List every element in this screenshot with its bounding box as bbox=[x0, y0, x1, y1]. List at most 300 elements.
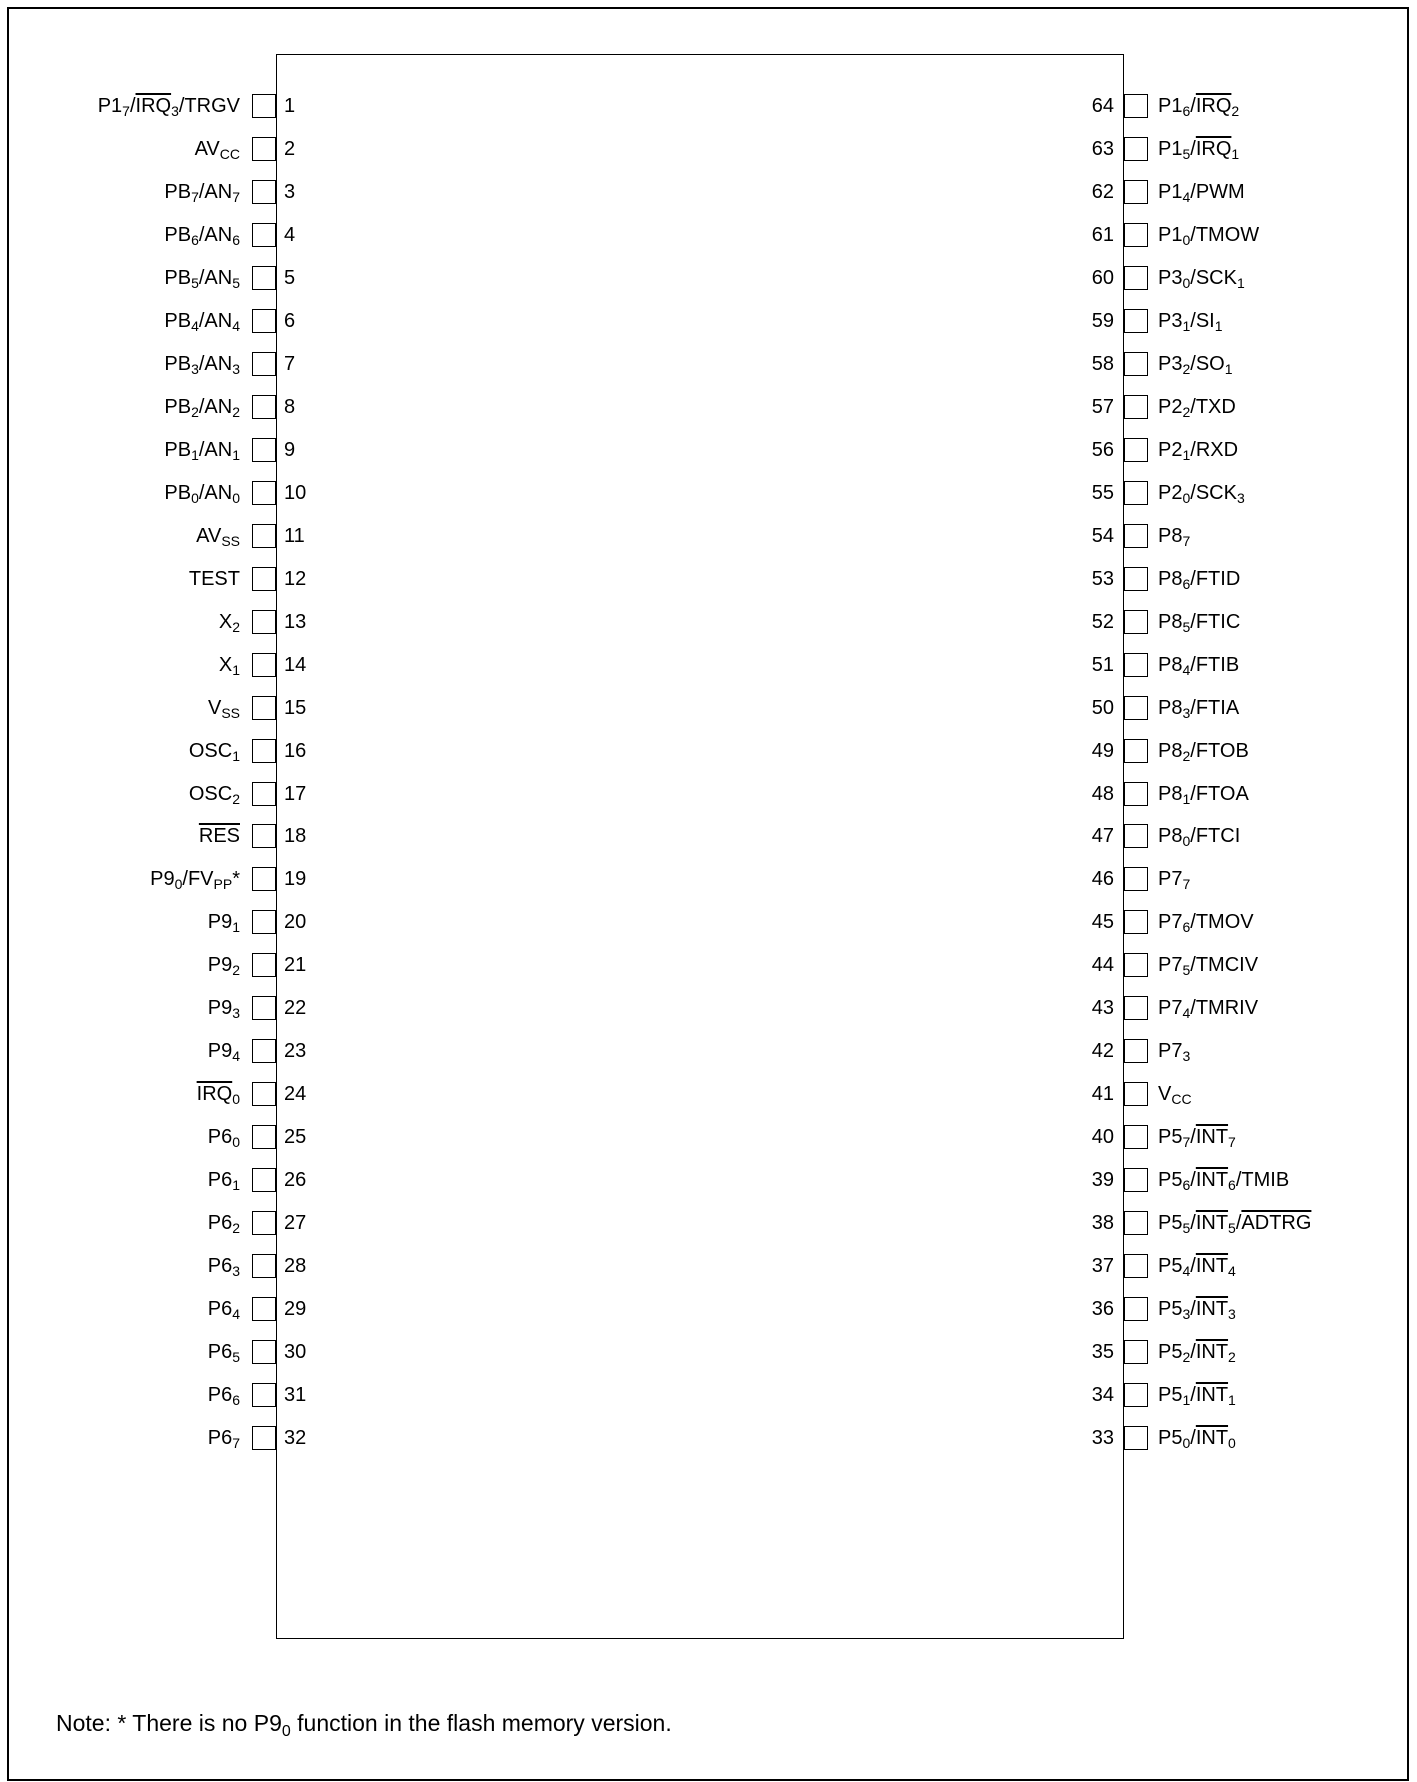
pin-number: 55 bbox=[1091, 482, 1114, 504]
pin-box bbox=[1124, 223, 1148, 247]
pin-row-7 bbox=[0, 344, 320, 384]
label-subscript: 0 bbox=[232, 490, 240, 506]
label-text: ADTRG bbox=[1241, 1212, 1312, 1234]
pin-number: 62 bbox=[1091, 181, 1114, 203]
label-subscript: 2 bbox=[1182, 404, 1191, 420]
pin-box bbox=[1124, 524, 1148, 548]
pin-label bbox=[1158, 902, 1254, 942]
pin-box bbox=[1124, 352, 1148, 376]
label-text: /AN bbox=[198, 482, 233, 504]
pin-label bbox=[1158, 1246, 1236, 1286]
pin-row-20 bbox=[0, 902, 320, 942]
label-text: /SCK bbox=[1190, 482, 1237, 504]
label-text: $\overline{IRQ}$ bbox=[196, 1083, 233, 1105]
pin-box bbox=[1124, 137, 1148, 161]
label-subscript: 0 bbox=[232, 1091, 240, 1107]
pin-number: 11 bbox=[284, 525, 305, 547]
pin-number: 58 bbox=[1091, 353, 1114, 375]
pin-number: 7 bbox=[284, 353, 296, 375]
pin-row-49 bbox=[1000, 731, 1400, 771]
pin-number: 26 bbox=[284, 1169, 307, 1191]
pin-label bbox=[1158, 1289, 1236, 1329]
label-subscript: 3 bbox=[1182, 1306, 1191, 1322]
label-text: P6 bbox=[207, 1298, 233, 1320]
label-text: $\overline{INT}$ bbox=[1195, 1212, 1229, 1234]
pin-row-48 bbox=[1000, 774, 1400, 814]
pin-box bbox=[252, 953, 276, 977]
pin-number: 43 bbox=[1091, 997, 1114, 1019]
label-text: P3 bbox=[1158, 310, 1183, 332]
pin-number: 37 bbox=[1091, 1255, 1114, 1277]
pin-row-17 bbox=[0, 774, 320, 814]
pin-box bbox=[252, 1297, 276, 1321]
pin-row-30 bbox=[0, 1332, 320, 1372]
pin-label bbox=[1158, 945, 1258, 985]
label-text: P6 bbox=[207, 1255, 233, 1277]
label-subscript: 3 bbox=[171, 103, 179, 119]
pin-box bbox=[1124, 481, 1148, 505]
pin-box bbox=[252, 223, 276, 247]
pin-label bbox=[164, 301, 240, 341]
label-subscript: 2 bbox=[232, 1220, 240, 1236]
label-subscript: 6 bbox=[1182, 103, 1191, 119]
pin-box bbox=[252, 1254, 276, 1278]
pin-box bbox=[1124, 867, 1148, 891]
pin-box bbox=[252, 1426, 276, 1450]
pin-number: 17 bbox=[284, 783, 307, 805]
label-text: /FTOA bbox=[1190, 783, 1249, 805]
pin-box bbox=[252, 567, 276, 591]
label-text: PB bbox=[164, 482, 192, 504]
pin-label bbox=[219, 602, 240, 642]
pin-row-33 bbox=[1000, 1418, 1400, 1458]
label-subscript: 1 bbox=[232, 748, 240, 764]
pin-label bbox=[197, 1074, 240, 1114]
footnote bbox=[56, 1710, 672, 1740]
label-subscript: 4 bbox=[1182, 1005, 1191, 1021]
pin-box bbox=[1124, 996, 1148, 1020]
label-text: /SI bbox=[1190, 310, 1215, 332]
footnote-prefix: Note: * There is no P9 bbox=[56, 1710, 282, 1736]
label-text: $\overline{INT}$ bbox=[1195, 1427, 1229, 1449]
pin-label bbox=[1158, 301, 1223, 341]
pin-number: 49 bbox=[1091, 740, 1114, 762]
label-text: /SO bbox=[1190, 353, 1225, 375]
label-text: /FTIB bbox=[1190, 654, 1240, 676]
pin-number: 42 bbox=[1091, 1040, 1114, 1062]
label-subscript: 5 bbox=[191, 275, 199, 291]
pin-label bbox=[1158, 816, 1240, 856]
pin-label bbox=[1158, 215, 1259, 255]
label-subscript: 1 bbox=[1224, 361, 1233, 377]
pin-row-38 bbox=[1000, 1203, 1400, 1243]
label-text: P1 bbox=[1158, 181, 1183, 203]
label-text: P5 bbox=[1158, 1169, 1183, 1191]
pin-box bbox=[1124, 395, 1148, 419]
label-text: /FTIA bbox=[1190, 697, 1240, 719]
label-subscript: 1 bbox=[1182, 318, 1191, 334]
label-text: /FTIC bbox=[1190, 611, 1241, 633]
label-subscript: 7 bbox=[191, 189, 199, 205]
label-text: P8 bbox=[1158, 697, 1183, 719]
label-subscript: 1 bbox=[191, 447, 199, 463]
label-text: P9 bbox=[207, 954, 233, 976]
label-text: PB bbox=[164, 310, 192, 332]
label-subscript: 7 bbox=[122, 103, 130, 119]
label-subscript: 3 bbox=[232, 361, 240, 377]
pin-label bbox=[164, 387, 240, 427]
label-text: P6 bbox=[207, 1341, 233, 1363]
label-subscript: 7 bbox=[232, 189, 240, 205]
pin-label bbox=[1158, 1117, 1236, 1157]
label-text: PB bbox=[164, 224, 192, 246]
pin-number: 44 bbox=[1091, 954, 1114, 976]
pin-row-28 bbox=[0, 1246, 320, 1286]
pin-number: 64 bbox=[1091, 95, 1114, 117]
pin-label bbox=[1158, 1074, 1192, 1114]
pin-box bbox=[1124, 1039, 1148, 1063]
label-text: P7 bbox=[1158, 997, 1183, 1019]
label-text: P5 bbox=[1158, 1212, 1183, 1234]
pin-row-50 bbox=[1000, 688, 1400, 728]
label-text: / bbox=[1190, 1169, 1196, 1191]
pin-label bbox=[208, 988, 240, 1028]
pin-box bbox=[252, 352, 276, 376]
pin-number: 16 bbox=[284, 740, 307, 762]
pin-label bbox=[164, 430, 240, 470]
label-text: /FTCI bbox=[1190, 825, 1241, 847]
label-text: / bbox=[1190, 1427, 1196, 1449]
label-subscript: 6 bbox=[232, 232, 240, 248]
label-text: * bbox=[232, 868, 240, 890]
label-text: P5 bbox=[1158, 1384, 1183, 1406]
label-text: P6 bbox=[207, 1169, 233, 1191]
pin-box bbox=[252, 824, 276, 848]
label-subscript: CC bbox=[219, 146, 240, 162]
label-text: /TMOV bbox=[1190, 911, 1254, 933]
pin-row-56 bbox=[1000, 430, 1400, 470]
label-text: AV bbox=[196, 525, 222, 547]
pin-box bbox=[1124, 1254, 1148, 1278]
pin-label bbox=[208, 945, 240, 985]
pin-number: 39 bbox=[1091, 1169, 1114, 1191]
pin-box bbox=[1124, 1168, 1148, 1192]
pin-label bbox=[208, 1289, 240, 1329]
label-text: /AN bbox=[198, 181, 233, 203]
pin-label bbox=[164, 172, 240, 212]
pin-row-25 bbox=[0, 1117, 320, 1157]
label-text: P5 bbox=[1158, 1255, 1183, 1277]
pin-label bbox=[1158, 430, 1238, 470]
pin-box bbox=[1124, 782, 1148, 806]
label-subscript: 5 bbox=[1182, 962, 1191, 978]
label-text: P9 bbox=[207, 1040, 233, 1062]
label-text: P9 bbox=[207, 911, 233, 933]
pin-row-36 bbox=[1000, 1289, 1400, 1329]
label-subscript: 0 bbox=[1182, 275, 1191, 291]
pin-box bbox=[1124, 1297, 1148, 1321]
pin-box bbox=[1124, 1211, 1148, 1235]
pin-number: 53 bbox=[1091, 568, 1114, 590]
label-text: P1 bbox=[1158, 138, 1183, 160]
pin-label bbox=[208, 688, 240, 728]
label-subscript: 1 bbox=[1182, 791, 1191, 807]
footnote-subscript: 0 bbox=[281, 1723, 291, 1740]
pin-box bbox=[1124, 653, 1148, 677]
label-subscript: 6 bbox=[1182, 576, 1191, 592]
pin-row-41 bbox=[1000, 1074, 1400, 1114]
pin-row-64 bbox=[1000, 86, 1400, 126]
pin-number: 35 bbox=[1091, 1341, 1114, 1363]
label-subscript: 5 bbox=[232, 1349, 240, 1365]
pin-label bbox=[164, 258, 240, 298]
pin-row-1 bbox=[0, 86, 320, 126]
label-subscript: 1 bbox=[232, 1177, 240, 1193]
pin-label bbox=[208, 1031, 240, 1071]
label-subscript: 7 bbox=[1228, 1134, 1236, 1150]
label-text: PB bbox=[164, 353, 192, 375]
pin-label bbox=[1158, 1418, 1236, 1458]
pin-number: 63 bbox=[1091, 138, 1114, 160]
pin-box bbox=[252, 1211, 276, 1235]
pin-number: 1 bbox=[284, 95, 296, 117]
label-text: / bbox=[1190, 1212, 1196, 1234]
pin-row-63 bbox=[1000, 129, 1400, 169]
label-subscript: 4 bbox=[232, 1048, 240, 1064]
pin-number: 3 bbox=[284, 181, 296, 203]
label-text: V bbox=[1158, 1083, 1172, 1105]
label-subscript: 7 bbox=[1182, 1134, 1191, 1150]
label-subscript: 4 bbox=[1182, 662, 1191, 678]
pin-label bbox=[1158, 774, 1249, 814]
pin-row-13 bbox=[0, 602, 320, 642]
pin-number: 48 bbox=[1091, 783, 1114, 805]
pin-box bbox=[1124, 1340, 1148, 1364]
pin-number: 21 bbox=[284, 954, 307, 976]
label-text: / bbox=[1190, 1126, 1196, 1148]
label-subscript: 4 bbox=[232, 1306, 240, 1322]
label-subscript: 3 bbox=[1236, 490, 1245, 506]
pin-label bbox=[219, 645, 240, 685]
pin-number: 25 bbox=[284, 1126, 307, 1148]
pin-row-54 bbox=[1000, 516, 1400, 556]
pin-box bbox=[252, 1168, 276, 1192]
pin-row-40 bbox=[1000, 1117, 1400, 1157]
pin-label bbox=[189, 559, 240, 599]
label-text: / bbox=[1190, 1298, 1196, 1320]
pin-number: 4 bbox=[284, 224, 296, 246]
label-text: P8 bbox=[1158, 825, 1183, 847]
pin-label bbox=[208, 1332, 240, 1372]
pin-number: 10 bbox=[284, 482, 307, 504]
label-subscript: 2 bbox=[232, 404, 240, 420]
pin-row-42 bbox=[1000, 1031, 1400, 1071]
pin-number: 13 bbox=[284, 611, 307, 633]
pin-box bbox=[1124, 824, 1148, 848]
pin-row-29 bbox=[0, 1289, 320, 1329]
pin-row-5 bbox=[0, 258, 320, 298]
pin-number: 2 bbox=[284, 138, 296, 160]
label-text: P5 bbox=[1158, 1341, 1183, 1363]
pin-box bbox=[252, 1125, 276, 1149]
pin-row-11 bbox=[0, 516, 320, 556]
pin-row-57 bbox=[1000, 387, 1400, 427]
label-text: /TMIB bbox=[1235, 1169, 1290, 1191]
pin-number: 60 bbox=[1091, 267, 1114, 289]
label-text: $\overline{IRQ}$ bbox=[135, 95, 172, 117]
label-subscript: 0 bbox=[1228, 1435, 1236, 1451]
pin-number: 36 bbox=[1091, 1298, 1114, 1320]
label-text: / bbox=[129, 95, 136, 117]
pin-label bbox=[199, 816, 240, 856]
label-text: TEST bbox=[188, 568, 240, 590]
pin-box bbox=[252, 395, 276, 419]
label-text: PB bbox=[164, 396, 192, 418]
label-text: /FTID bbox=[1190, 568, 1241, 590]
label-subscript: 4 bbox=[1182, 189, 1191, 205]
label-text: /TRGV bbox=[178, 95, 240, 117]
label-text: P3 bbox=[1158, 353, 1183, 375]
footnote-suffix: function in the flash memory version. bbox=[290, 1710, 672, 1736]
label-text: P8 bbox=[1158, 568, 1183, 590]
pin-box bbox=[252, 180, 276, 204]
label-subscript: 0 bbox=[1182, 490, 1191, 506]
pin-label bbox=[1158, 1160, 1289, 1200]
label-subscript: 1 bbox=[232, 447, 240, 463]
label-subscript: SS bbox=[221, 533, 240, 549]
pin-box bbox=[252, 696, 276, 720]
label-text: /FV bbox=[182, 868, 214, 890]
label-subscript: 2 bbox=[1231, 103, 1240, 119]
label-text: P9 bbox=[207, 997, 233, 1019]
label-subscript: 1 bbox=[1182, 1392, 1191, 1408]
pin-row-12 bbox=[0, 559, 320, 599]
pin-number: 52 bbox=[1091, 611, 1114, 633]
label-subscript: 3 bbox=[232, 1263, 240, 1279]
pin-row-34 bbox=[1000, 1375, 1400, 1415]
label-subscript: 0 bbox=[1182, 1435, 1191, 1451]
pin-box bbox=[252, 782, 276, 806]
pin-row-44 bbox=[1000, 945, 1400, 985]
pin-row-26 bbox=[0, 1160, 320, 1200]
pin-number: 51 bbox=[1091, 654, 1114, 676]
pin-box bbox=[252, 867, 276, 891]
pin-row-14 bbox=[0, 645, 320, 685]
pin-box bbox=[252, 438, 276, 462]
pin-box bbox=[1124, 438, 1148, 462]
label-subscript: 6 bbox=[1182, 1177, 1191, 1193]
pin-label bbox=[1158, 86, 1239, 126]
label-subscript: 2 bbox=[1182, 748, 1191, 764]
label-text: $\overline{INT}$ bbox=[1195, 1341, 1229, 1363]
label-subscript: 0 bbox=[232, 1134, 240, 1150]
label-text: $\overline{INT}$ bbox=[1195, 1169, 1229, 1191]
label-text: / bbox=[1235, 1212, 1242, 1234]
pin-label bbox=[208, 1160, 240, 1200]
pin-row-16 bbox=[0, 731, 320, 771]
pin-label bbox=[208, 1418, 240, 1458]
pin-box bbox=[1124, 739, 1148, 763]
label-text: $\overline{INT}$ bbox=[1195, 1126, 1229, 1148]
pin-box bbox=[252, 1039, 276, 1063]
label-text: PB bbox=[164, 439, 192, 461]
pin-row-39 bbox=[1000, 1160, 1400, 1200]
pin-number: 33 bbox=[1091, 1427, 1114, 1449]
label-subscript: 0 bbox=[1182, 232, 1191, 248]
pin-box bbox=[252, 996, 276, 1020]
pin-box bbox=[1124, 910, 1148, 934]
pin-label bbox=[1158, 172, 1245, 212]
pin-box bbox=[1124, 1125, 1148, 1149]
label-text: X bbox=[218, 611, 233, 633]
label-text: P6 bbox=[207, 1212, 233, 1234]
pin-label bbox=[1158, 602, 1240, 642]
pin-row-60 bbox=[1000, 258, 1400, 298]
label-subscript: 2 bbox=[232, 791, 240, 807]
pin-number: 22 bbox=[284, 997, 307, 1019]
pin-box bbox=[1124, 610, 1148, 634]
label-text: / bbox=[1190, 1255, 1196, 1277]
pin-box bbox=[1124, 1383, 1148, 1407]
label-subscript: 4 bbox=[191, 318, 199, 334]
pin-label bbox=[1158, 645, 1239, 685]
label-text: P3 bbox=[1158, 267, 1183, 289]
pin-row-18 bbox=[0, 816, 320, 856]
pin-label bbox=[1158, 559, 1240, 599]
pin-box bbox=[252, 653, 276, 677]
pin-number: 24 bbox=[284, 1083, 307, 1105]
pin-label bbox=[208, 1203, 240, 1243]
pin-label bbox=[164, 344, 240, 384]
pin-label bbox=[195, 129, 240, 169]
label-subscript: 6 bbox=[1228, 1177, 1236, 1193]
pin-number: 40 bbox=[1091, 1126, 1114, 1148]
label-subscript: 4 bbox=[1182, 1263, 1191, 1279]
label-text: /TMRIV bbox=[1190, 997, 1259, 1019]
pin-row-59 bbox=[1000, 301, 1400, 341]
label-text: P1 bbox=[1158, 224, 1183, 246]
label-subscript: PP bbox=[213, 876, 233, 892]
pin-box bbox=[252, 137, 276, 161]
pin-number: 61 bbox=[1091, 224, 1114, 246]
label-text: P5 bbox=[1158, 1298, 1183, 1320]
pin-number: 56 bbox=[1091, 439, 1114, 461]
label-text: P2 bbox=[1158, 482, 1183, 504]
label-text: / bbox=[1190, 138, 1196, 160]
label-text: P6 bbox=[207, 1427, 233, 1449]
pin-label bbox=[1158, 1031, 1190, 1071]
pin-label bbox=[1158, 1332, 1236, 1372]
label-subscript: 6 bbox=[191, 232, 199, 248]
pin-number: 47 bbox=[1091, 825, 1114, 847]
pin-number: 14 bbox=[284, 654, 307, 676]
pin-row-27 bbox=[0, 1203, 320, 1243]
pin-label bbox=[208, 902, 240, 942]
label-text: /AN bbox=[198, 396, 233, 418]
pin-row-9 bbox=[0, 430, 320, 470]
pin-number: 23 bbox=[284, 1040, 307, 1062]
label-text: $\overline{INT}$ bbox=[1195, 1255, 1229, 1277]
pin-box bbox=[252, 481, 276, 505]
label-text: $\overline{IRQ}$ bbox=[1195, 95, 1232, 117]
pin-number: 15 bbox=[284, 697, 307, 719]
label-text: P7 bbox=[1158, 911, 1183, 933]
pin-number: 9 bbox=[284, 439, 296, 461]
label-text: OSC bbox=[188, 740, 233, 762]
label-text: /PWM bbox=[1190, 181, 1245, 203]
pin-box bbox=[252, 266, 276, 290]
pin-box bbox=[1124, 94, 1148, 118]
